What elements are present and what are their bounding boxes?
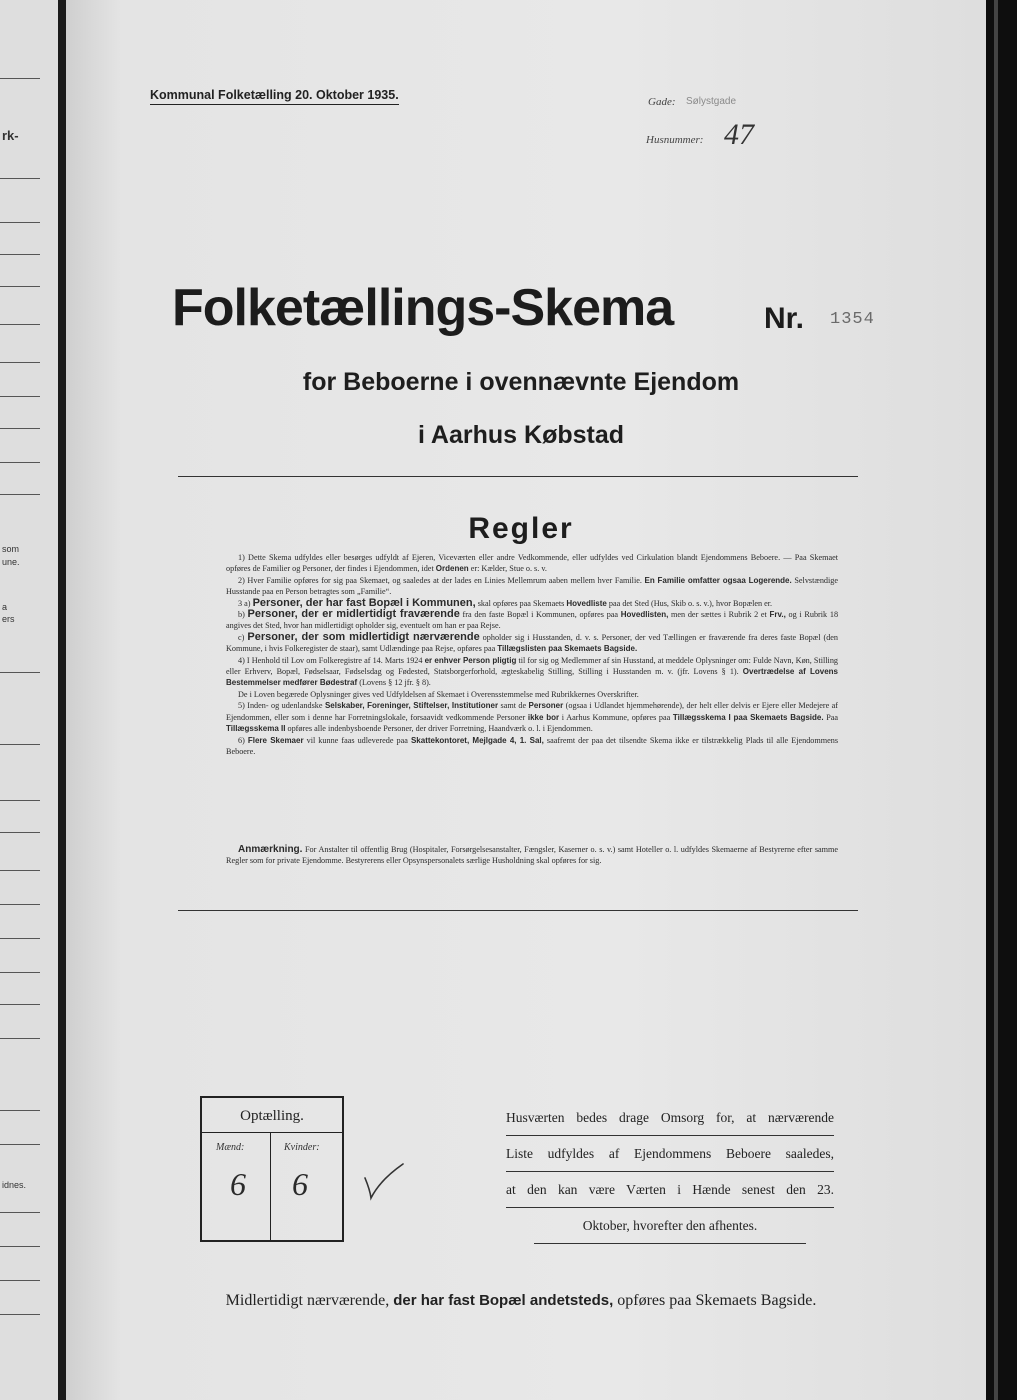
rule-4b: De i Loven begærede Oplysninger gives ved Udfyldelsen af Skemaet i Overensstemmelse med Rubrikkernes Overskrifter. xyxy=(238,689,639,699)
rule-3b: b) Personer, der er midlertidigt fraværende fra den faste Bopæl i Kommunen, opføres paa Hovedlisten, men der sættes i Rubrik 2 et Frv., og i Rubrik 18 angives det Sted, hvor han midlertidigt opholder sig, eventuelt om han er paa Rejse. xyxy=(226,608,839,631)
divider xyxy=(178,476,858,477)
left-rule xyxy=(0,1246,40,1247)
left-rule xyxy=(0,396,40,397)
left-fragment: ers xyxy=(2,614,15,624)
tally-divider xyxy=(202,1132,342,1133)
left-rule xyxy=(0,178,40,179)
right-page-edge xyxy=(986,0,1017,1400)
rule-4: 4) I Henhold til Lov om Folkeregistre af 14. Marts 1924 er enhver Person pligtig til for sig og Medlemmer af sin Husstand, at meddele Oplysninger om: Fulde Navn, Køn, Stilling eller Erhverv, Bopæl, Fødselsaar, Fødselsdag og Fødested, Statsborgerforhold, ægteskabelig Stilling, Stilling i Husstanden m. v. (jfr. Lovens § 1). Overtrædelse af Lovens Bestemmelser medfører Bødestraf (Lovens § 12 jfr. § 8). xyxy=(226,655,839,688)
left-rule xyxy=(0,904,40,905)
form-number-value: 1354 xyxy=(830,310,875,329)
left-rule xyxy=(0,1314,40,1315)
left-rule xyxy=(0,324,40,325)
tally-title: Optælling. xyxy=(240,1108,304,1124)
left-rule xyxy=(0,938,40,939)
left-page-edge xyxy=(0,0,60,1400)
rules-text xyxy=(226,552,838,757)
left-fragment: a xyxy=(2,602,8,612)
rule-6: 6) Flere Skemaer vil kunne faas udleverede paa Skattekontoret, Mejlgade 4, 1. Sal, saafremt der paa det tilsendte Skema ikke er tilstrækkelig Plads til alle Ejendommens Beboere. xyxy=(226,735,839,756)
left-rule xyxy=(0,1212,40,1213)
rule-1: 1) Dette Skema udfyldes eller besørges udfyldt af Ejeren, Viceværten eller andre Vedkommende, eller udfyldes ved Cirkulation blandt Ejendommens Beboere. — Paa Skemaet opføres de Familier og Personer, der findes i Ejendommen, idet Ordenen er: Kælder, Stue o. s. v. xyxy=(226,553,838,574)
tally-column-divider xyxy=(270,1132,271,1240)
left-fragment: rk- xyxy=(2,128,19,143)
rules-heading: Regler xyxy=(468,512,574,545)
left-rule xyxy=(0,744,40,745)
rule-5: 5) Inden- og udenlandske Selskaber, Foreninger, Stiftelser, Institutioner samt de Personer (ogsaa i Udlandet hjemmehørende), der helt eller delvis er Ejere eller Medejere af Ejendommen, eller som i denne har Forretningslokale, forsaavidt vedkommende Personer ikke bor i Aarhus Kommune, opføres paa Tillægsskema I paa Skemaets Bagside. Paa Tillægsskema II opføres alle indenbysboende Personer, der driver Forretning, Haandværk o. l. i Ejendommen. xyxy=(226,701,839,734)
women-label: Kvinder: xyxy=(284,1142,320,1153)
page-gutter xyxy=(58,0,66,1400)
street-label: Gade: xyxy=(648,96,676,108)
rule-3c: c) Personer, der som midlertidigt nærværende opholder sig i Husstanden, d. v. s. Personer, der ved Tællingen er fraværende fra deres faste Bopæl (den Kommune, i hvis Folkeregister de staar), samt Udlændinge paa Rejse, opføres paa Tillægslisten paa Skemaets Bagside. xyxy=(226,630,839,654)
left-rule xyxy=(0,286,40,287)
footer-note: Midlertidigt nærværende, der har fast Bopæl andetsteds, opføres paa Skemaets Bagside. xyxy=(225,1292,817,1309)
divider xyxy=(178,910,858,911)
house-number-label: Husnummer: xyxy=(646,134,704,146)
landlord-line: Husværten bedes drage Omsorg for, at nærværende xyxy=(506,1100,834,1136)
census-form-page xyxy=(66,0,986,1400)
men-count: 6 xyxy=(230,1166,246,1202)
left-fragment: une. xyxy=(2,557,20,567)
left-rule xyxy=(0,800,40,801)
landlord-line: at den kan være Værten i Hænde senest den 23. xyxy=(506,1172,834,1208)
left-rule xyxy=(0,832,40,833)
left-rule xyxy=(0,1110,40,1111)
men-label: Mænd: xyxy=(216,1142,245,1153)
left-rule xyxy=(0,1280,40,1281)
form-subtitle: for Beboerne i ovennævnte Ejendom xyxy=(302,368,740,396)
landlord-instructions xyxy=(506,1100,834,1244)
left-rule xyxy=(0,1004,40,1005)
rule-2: 2) Hver Familie opføres for sig paa Skemaet, og saaledes at der lades en Linies Mellemrum aaben mellem hver Familie. En Familie omfatter ogsaa Logerende. Selvstændige Husstande paa en Person betragtes som „Familie“. xyxy=(226,575,839,597)
form-subtitle-city: i Aarhus Købstad xyxy=(417,421,625,449)
left-fragment: som xyxy=(2,544,20,554)
rule-3a: 3 a) Personer, der har fast Bopæl i Kommunen, skal opføres paa Skemaets Hovedliste paa det Sted (Hus, Skib o. s. v.), hvor Bopælen er. xyxy=(238,596,773,609)
left-rule xyxy=(0,222,40,223)
house-number-value: 47 xyxy=(724,118,754,151)
left-rule xyxy=(0,254,40,255)
checkmark-icon xyxy=(362,1162,406,1202)
left-rule xyxy=(0,972,40,973)
binding-strip xyxy=(994,0,998,1400)
form-number-label: Nr. xyxy=(764,302,805,335)
form-title: Folketællings-Skema xyxy=(172,279,674,337)
landlord-line: Oktober, hvorefter den afhentes. xyxy=(534,1208,806,1244)
left-rule xyxy=(0,672,40,673)
tally-box xyxy=(200,1096,344,1242)
census-title: Kommunal Folketælling 20. Oktober 1935. xyxy=(150,88,399,105)
note-text: Anmærkning. For Anstalter til offentlig Brug (Hospitaler, Forsørgelsesanstalter, Fængsler, Kaserner o. s. v.) samt Hoteller o. l. udfyldes Skemaerne af Bestyrerne efter samme Regler som for private Ejendomme. Bestyrerens eller Opsynspersonalets særlige Husholdning skal opføres for sig. xyxy=(226,844,839,866)
left-rule xyxy=(0,870,40,871)
women-count: 6 xyxy=(292,1166,308,1202)
left-rule xyxy=(0,462,40,463)
street-value: Sølystgade xyxy=(686,96,737,107)
left-rule xyxy=(0,428,40,429)
left-rule xyxy=(0,362,40,363)
left-rule xyxy=(0,78,40,79)
left-rule xyxy=(0,1144,40,1145)
left-fragment: idnes. xyxy=(2,1180,27,1190)
left-rule xyxy=(0,494,40,495)
note-label: Anmærkning. xyxy=(238,844,303,855)
left-rule xyxy=(0,1038,40,1039)
landlord-line: Liste udfyldes af Ejendommens Beboere saaledes, xyxy=(506,1136,834,1172)
